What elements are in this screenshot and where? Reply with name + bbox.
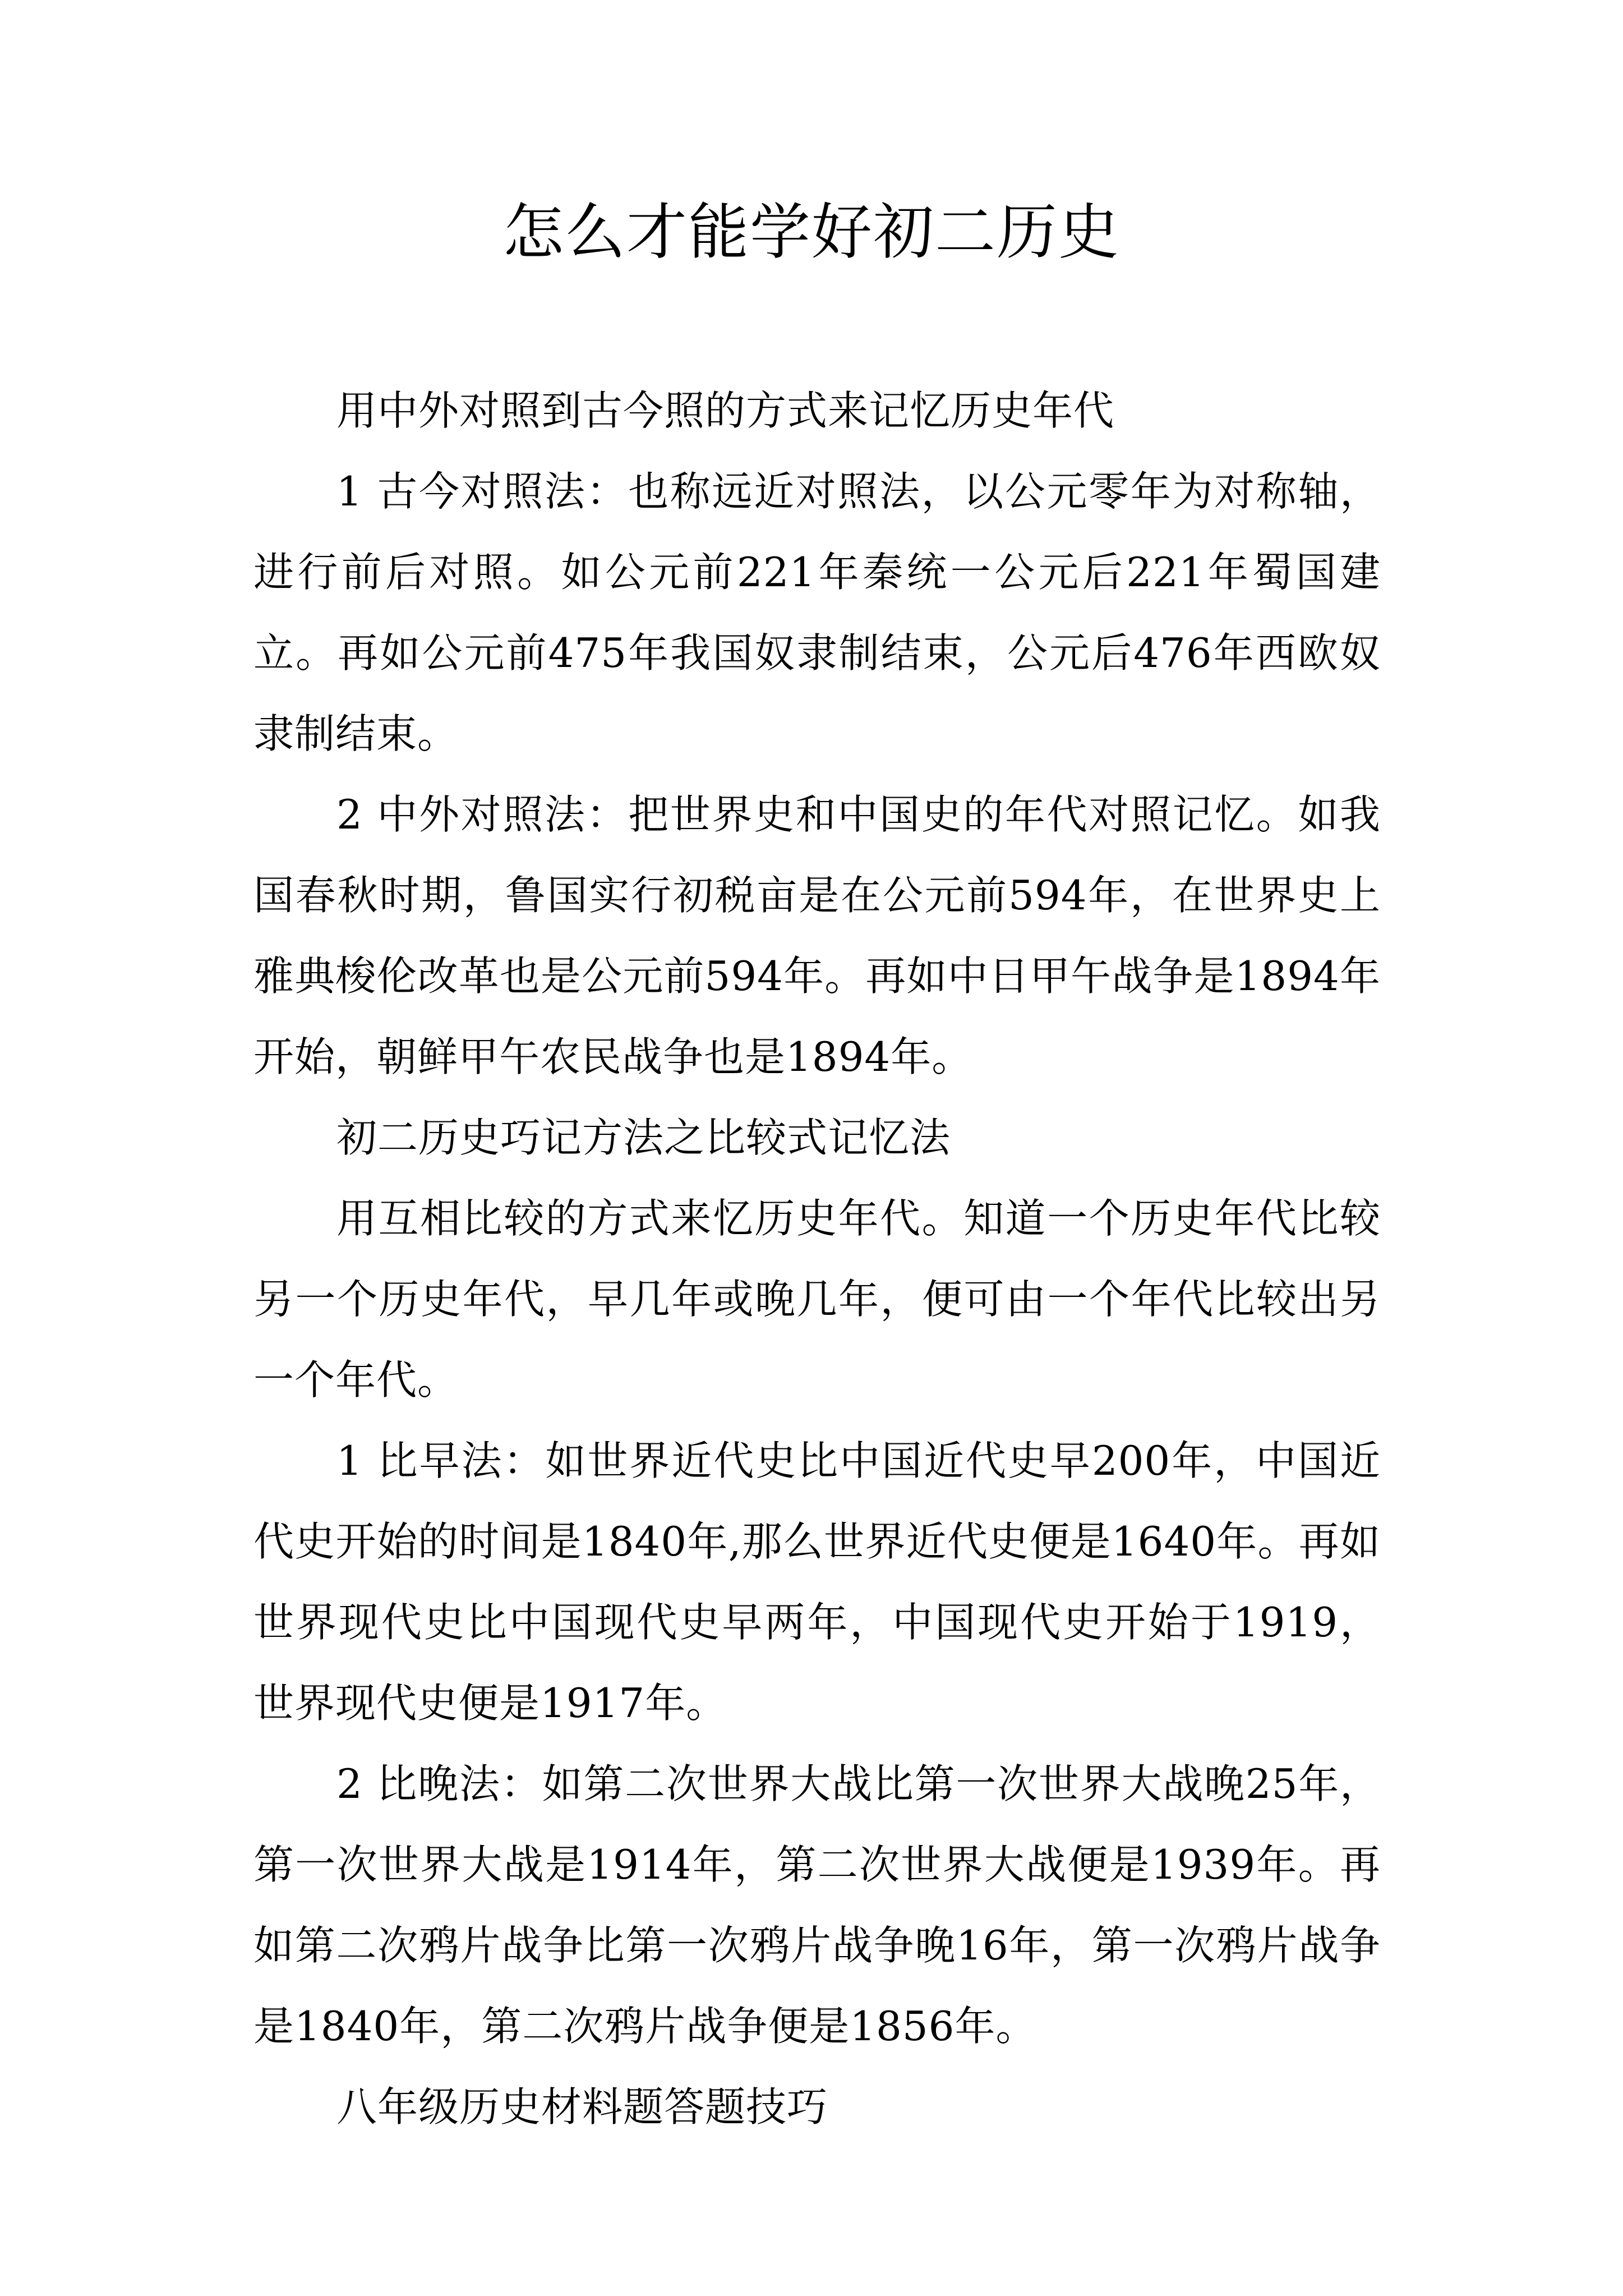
- paragraph-ancient-modern-method: 1 古今对照法：也称远近对照法，以公元零年为对称轴，进行前后对照。如公元前221年秦统一公元后221年蜀国建立。再如公元前475年我国奴隶制结束，公元后476年西欧奴隶制结束。: [253, 468, 1381, 757]
- paragraph-china-foreign-method: 2 中外对照法：把世界史和中国史的年代对照记忆。如我国春秋时期，鲁国实行初税亩是在公元前594年，在世界史上雅典梭伦改革也是公元前594年。再如中日甲午战争是1894年开始，朝鲜甲午农民战争也是1894年。: [253, 791, 1381, 1080]
- paragraph-comparison-intro: 用互相比较的方式来忆历史年代。知道一个历史年代比较另一个历史年代，早几年或晚几年，便可由一个年代比较出另一个年代。: [253, 1195, 1381, 1404]
- paragraph-later-method: 2 比晚法：如第二次世界大战比第一次世界大战晚25年，第一次世界大战是1914年，第二次世界大战便是1939年。再如第二次鸦片战争比第一次鸦片战争晚16年，第一次鸦片战争是1840年，第二次鸦片战争便是1856年。: [253, 1760, 1381, 2050]
- document-title: 怎么才能学好初二历史: [502, 197, 1120, 268]
- document-body: [253, 370, 1381, 2147]
- section-heading-material-questions: 八年级历史材料题答题技巧: [336, 2083, 828, 2131]
- section-heading-comparison: 初二历史巧记方法之比较式记忆法: [336, 1114, 951, 1161]
- paragraph-intro: 用中外对照到古今照的方式来记忆历史年代: [336, 387, 1115, 434]
- paragraph-earlier-method: 1 比早法：如世界近代史比中国近代史早200年，中国近代史开始的时间是1840年,那么世界近代史便是1640年。再如世界现代史比中国现代史早两年，中国现代史开始于1919，世界现代史便是1917年。: [253, 1437, 1381, 1727]
